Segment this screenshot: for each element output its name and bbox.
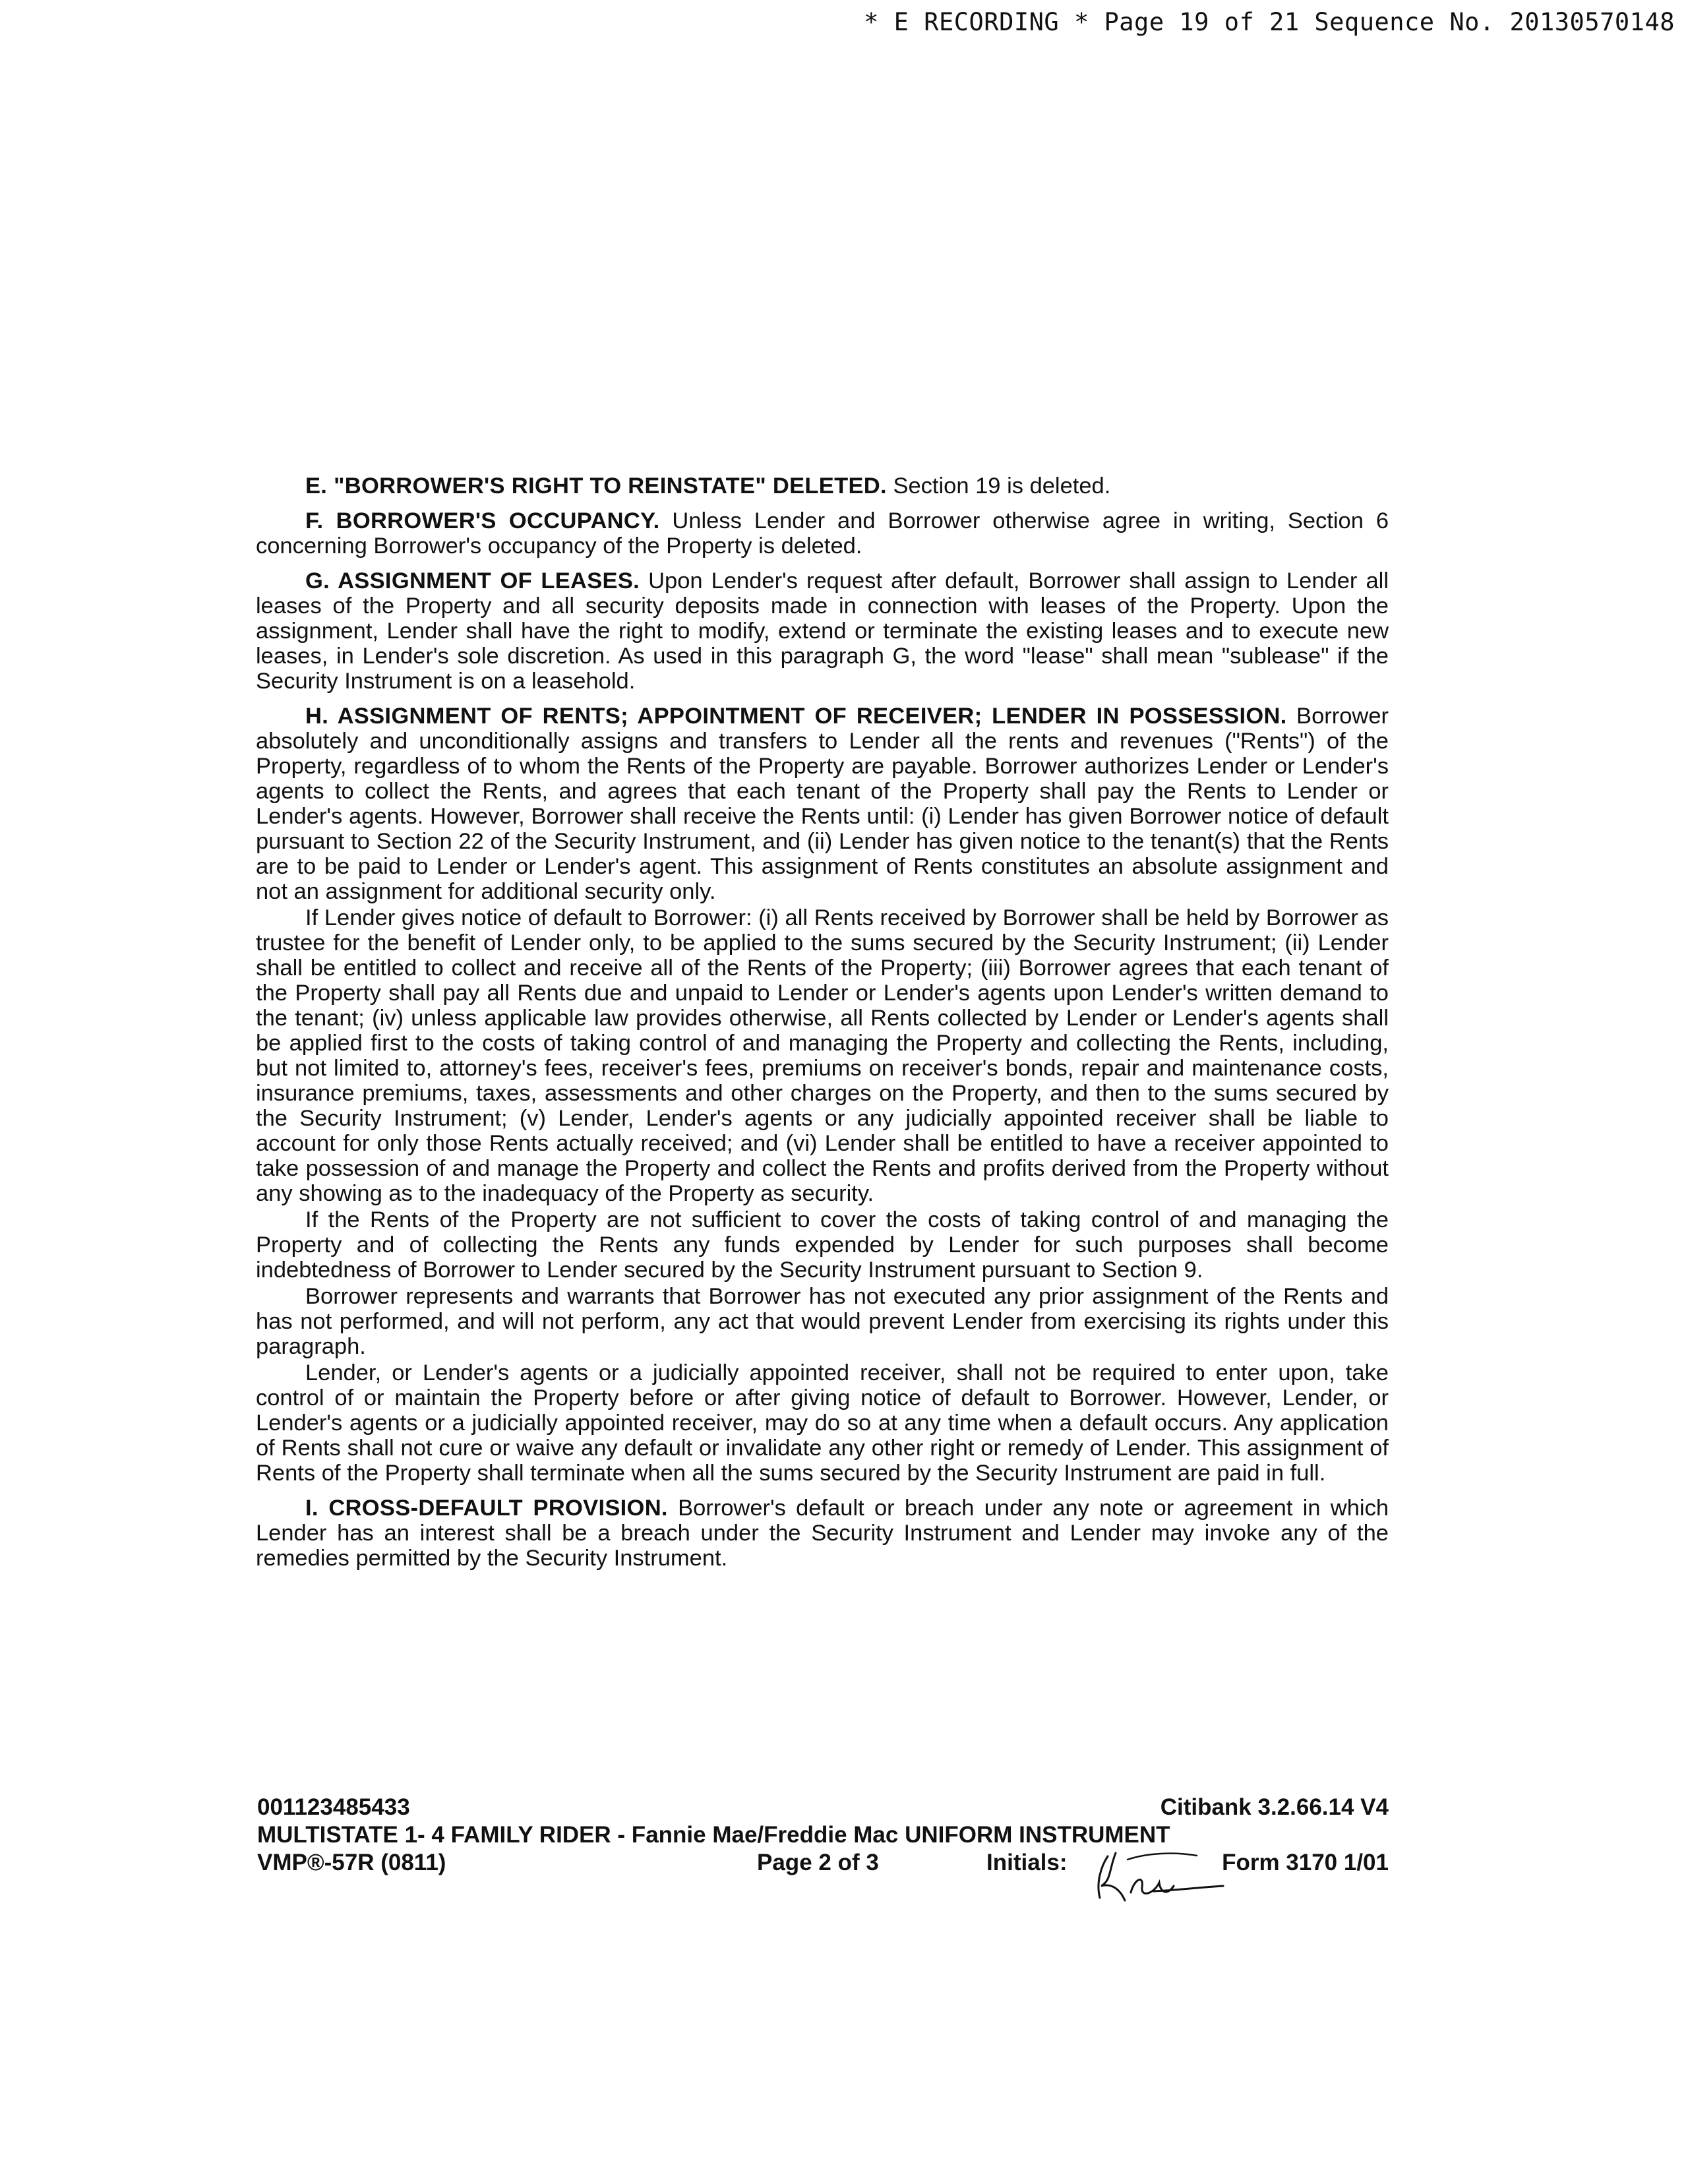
loan-number: 001123485433 (257, 1794, 410, 1820)
section-h-text: Borrower absolutely and unconditionally assigns and transfers to Lender all the rents and revenues ("Rents") of the Property, regardless of to whom the Rents of the Property are payable. Borrower authorizes Lender or Lender's agents to collect the Rents, and agrees that each tenant of the Property shall pay the Rents to Lender or Lender's agents. However, Borrower shall receive the Rents until: (i) Lender has given Borrower notice of default pursuant to Section 22 of the Security Instrument, and (ii) Lender has given notice to the tenant(s) that the Rents are to be paid to Lender or Lender's agent. This assignment of Rents constitutes an absolute assignment and not an assignment for additional security only. (256, 704, 1389, 904)
footer-row-1 (257, 1794, 1389, 1821)
section-e (256, 473, 1389, 499)
section-f (256, 508, 1389, 559)
section-g-heading: G. ASSIGNMENT OF LEASES. (305, 568, 640, 593)
section-h-paragraph-5: Lender, or Lender's agents or a judicially appointed receiver, shall not be required to enter upon, take control of or maintain the Property before or after giving notice of default to Borrower. However, Lender, or Lender's agents or a judicially appointed receiver, may do so at any time when a default occurs. Any application of Rents shall not cure or waive any default or invalidate any other right or remedy of Lender. This assignment of Rents of the Property shall terminate when all the sums secured by the Security Instrument are paid in full. (256, 1360, 1389, 1486)
initials-signature (1081, 1846, 1240, 1906)
section-h-heading: H. ASSIGNMENT OF RENTS; APPOINTMENT OF RECEIVER; LENDER IN POSSESSION. (305, 704, 1287, 729)
section-i-text: Borrower's default or breach under any note or agreement in which Lender has an interest shall be a breach under the Security Instrument and Lender may invoke any of the remedies permitted by the Security Instrument. (256, 1496, 1389, 1571)
form-title: MULTISTATE 1- 4 FAMILY RIDER - Fannie Mae/Freddie Mac UNIFORM INSTRUMENT (257, 1822, 1170, 1848)
section-h-paragraph-3: If the Rents of the Property are not sufficient to cover the costs of taking control of and managing the Property and of collecting the Rents any funds expended by Lender for such purposes shall become indebtedness of Borrower to Lender secured by the Security Instrument pursuant to Section 9. (256, 1207, 1389, 1283)
section-e-text: Section 19 is deleted. (886, 473, 1111, 499)
section-f-text: Unless Lender and Borrower otherwise agree in writing, Section 6 concerning Borrower's occupancy of the Property is deleted. (256, 508, 1389, 559)
section-g (256, 568, 1389, 694)
section-e-heading: E. "BORROWER'S RIGHT TO REINSTATE" DELETED. (305, 473, 887, 499)
initials-label: Initials: (986, 1850, 1068, 1875)
section-h (256, 704, 1389, 904)
recording-header: * E RECORDING * Page 19 of 21 Sequence No. 20130570148 (864, 8, 1675, 36)
section-h-paragraph-4: Borrower represents and warrants that Borrower has not executed any prior assignment of the Rents and has not performed, and will not perform, any act that would prevent Lender from exercising its rights under this paragraph. (256, 1284, 1389, 1359)
section-f-heading: F. BORROWER'S OCCUPANCY. (305, 508, 660, 533)
citibank-version: Citibank 3.2.66.14 V4 (1160, 1794, 1389, 1820)
vmp-code: VMP®-57R (0811) (257, 1850, 446, 1875)
section-i (256, 1496, 1389, 1571)
form-number: Form 3170 1/01 (1222, 1850, 1389, 1875)
page-label: Page 2 of 3 (757, 1850, 879, 1875)
section-i-heading: I. CROSS-DEFAULT PROVISION. (305, 1496, 668, 1521)
document-body (256, 473, 1389, 1571)
footer-row-2 (257, 1821, 1389, 1849)
section-h-paragraph-2: If Lender gives notice of default to Borrower: (i) all Rents received by Borrower shall be held by Borrower as trustee for the benefit of Lender only, to be applied to the sums secured by the Security Instrument; (ii) Lender shall be entitled to collect and receive all of the Rents of the Property; (iii) Borrower agrees that each tenant of the Property shall pay all Rents due and unpaid to Lender or Lender's agents upon Lender's written demand to the tenant; (iv) unless applicable law provides otherwise, all Rents collected by Lender or Lender's agents shall be applied first to the costs of taking control of and managing the Property and collecting the Rents, including, but not limited to, attorney's fees, receiver's fees, premiums on receiver's bonds, repair and maintenance costs, insurance premiums, taxes, assessments and other charges on the Property, and then to the sums secured by the Security Instrument; (v) Lender, Lender's agents or any judicially appointed receiver shall be liable to account for only those Rents actually received; and (vi) Lender shall be entitled to have a receiver appointed to take possession of and manage the Property and collect the Rents and profits derived from the Property without any showing as to the inadequacy of the Property as security. (256, 905, 1389, 1206)
section-g-text: Upon Lender's request after default, Borrower shall assign to Lender all leases of the Property and all security deposits made in connection with leases of the Property. Upon the assignment, Lender shall have the right to modify, extend or terminate the existing leases and to execute new leases, in Lender's sole discretion. As used in this paragraph G, the word "lease" shall mean "sublease" if the Security Instrument is on a leasehold. (256, 568, 1389, 694)
